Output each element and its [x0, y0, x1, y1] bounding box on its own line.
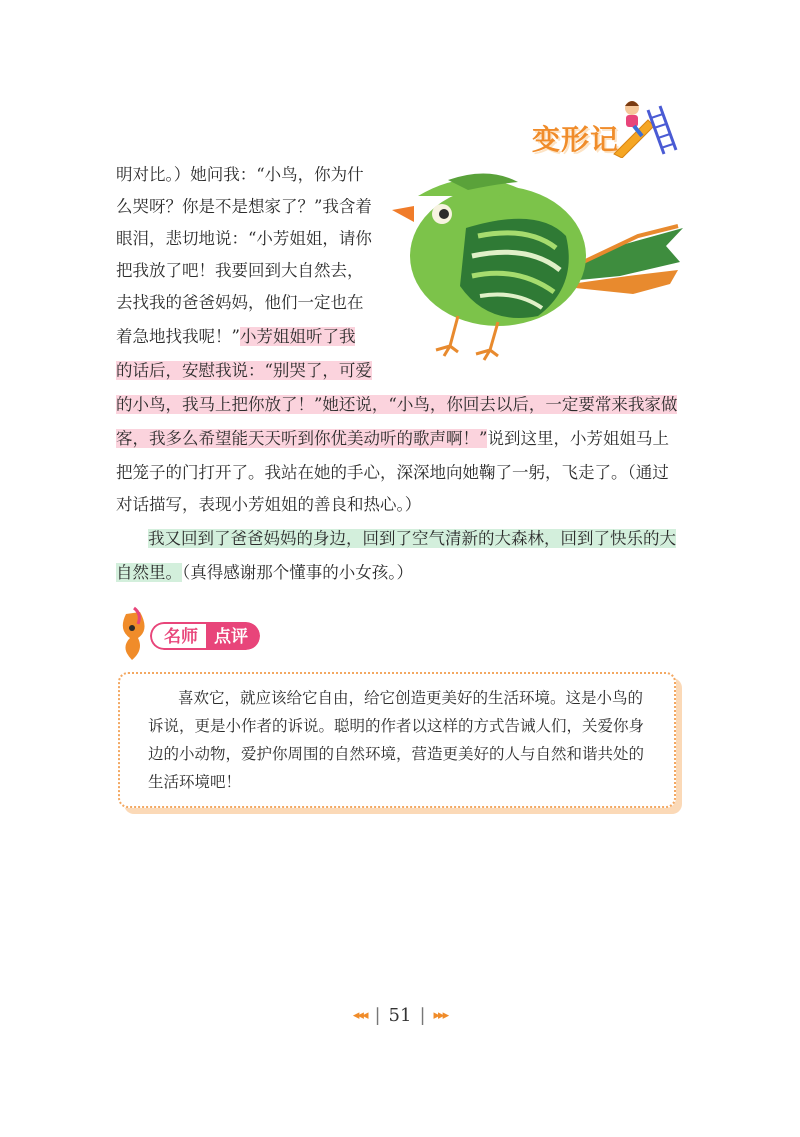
- highlight-pink: 客，我多么希望能天天听到你优美动听的歌声啊！”: [116, 429, 488, 448]
- story-line: 眼泪，悲切地说：“小芳姐姐，请你: [116, 229, 372, 248]
- story-line: 明对比。）她问我：“小鸟，你为什: [116, 165, 364, 184]
- story-line: 把笼子的门打开了。我站在她的手心，深深地向她鞠了一躬，飞走了。（通过: [116, 463, 669, 482]
- green-bird-illustration: [388, 166, 688, 366]
- story-segment: 着急地找我呢！”: [116, 327, 240, 346]
- page-number: 51: [388, 1004, 412, 1026]
- next-arrows-icon: ▸▸▸: [433, 1007, 448, 1023]
- story-line: [148, 524, 676, 554]
- story-line: 对话描写，表现小芳姐姐的善良和热心。）: [116, 495, 422, 514]
- review-box: [118, 672, 676, 808]
- highlight-pink: 的话后，安慰我说：“别哭了，可爱: [116, 361, 372, 380]
- badge-right: 点评: [206, 622, 260, 650]
- separator: |: [419, 1004, 426, 1026]
- story-line: [116, 322, 355, 352]
- story-line: 去找我的爸爸妈妈，他们一定也在: [116, 293, 364, 312]
- story-line: [116, 356, 372, 386]
- highlight-green: 我又回到了爸爸妈妈的身边，回到了空气清新的大森林，回到了快乐的大: [148, 529, 676, 548]
- highlight-green: 自然里。: [116, 563, 182, 582]
- story-line: 把我放了吧！我要回到大自然去，: [116, 261, 364, 280]
- badge-left: 名师: [150, 622, 206, 650]
- story-line: [116, 390, 677, 420]
- review-line: 生活环境吧！: [148, 773, 242, 791]
- story-line: 么哭呀？你是不是想家了？”我含着: [116, 197, 372, 216]
- slide-kid-icon: [608, 96, 678, 158]
- separator: |: [374, 1004, 381, 1026]
- review-line: 喜欢它，就应该给它自由，给它创造更美好的生活环境。这是小鸟的: [178, 689, 644, 707]
- review-badge: [150, 622, 260, 650]
- review-line: 诉说，更是小作者的诉说。聪明的作者以这样的方式告诫人们，关爱你身: [148, 717, 645, 735]
- highlight-pink: 小芳姐姐听了我: [239, 327, 356, 346]
- page-footer: [330, 1000, 470, 1030]
- story-segment: 说到这里，小芳姐姐马上: [487, 429, 669, 448]
- prev-arrows-icon: ◂◂◂: [352, 1007, 367, 1023]
- story-line: [116, 558, 413, 588]
- story-segment: （真得感谢那个懂事的小女孩。）: [182, 563, 413, 582]
- chapter-title: 变形记: [532, 123, 620, 156]
- highlight-pink: 的小鸟，我马上把你放了！”她还说，“小鸟，你回去以后，一定要常来我家做: [116, 395, 678, 414]
- story-line: [116, 424, 669, 454]
- review-line: 边的小动物，爱护你周围的自然环境，营造更美好的人与自然和谐共处的: [148, 745, 645, 763]
